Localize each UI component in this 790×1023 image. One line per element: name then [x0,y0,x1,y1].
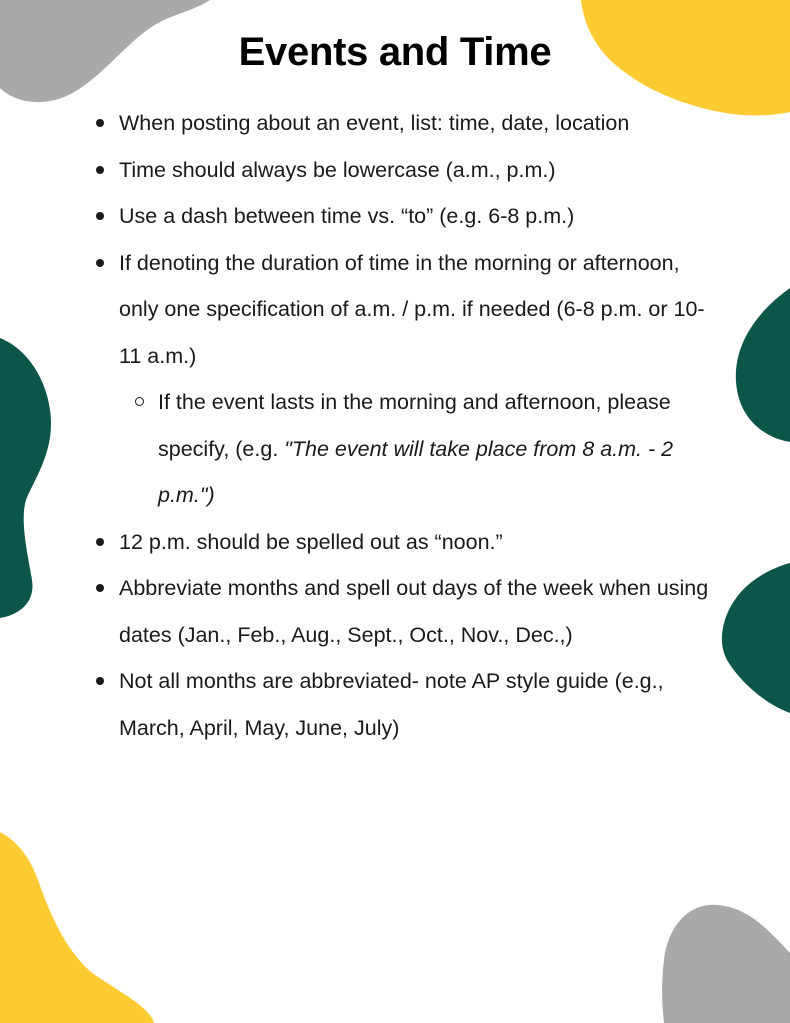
green-blob-right-upper [736,288,790,442]
list-item [94,147,724,194]
bullet-icon [96,166,104,174]
sub-list-item-text: If the event lasts in the morning and afternoon, please specify, (e.g. [158,390,671,461]
list-item-text: Abbreviate months and spell out days of the week when using dates (Jan., Feb., Aug., Sept., Oct., Nov., Dec.,) [119,576,709,647]
page-title: Events and Time [238,30,552,74]
guidelines-list [94,100,724,751]
list-item [94,100,724,147]
green-blob-left [0,338,51,618]
hollow-bullet-icon [135,397,144,406]
list-item [94,565,724,658]
list-item-text: Use a dash between time vs. “to” (e.g. 6-8 p.m.) [119,204,575,228]
green-blob-right-lower [722,563,790,713]
list-item-text: When posting about an event, list: time, date, location [119,111,630,135]
list-item-text: Not all months are abbreviated- note AP style guide (e.g., March, April, May, June, July) [119,669,664,740]
sub-list-item-example: "The event will take place from 8 a.m. - 2 p.m.") [158,436,674,507]
sub-list-item [94,379,724,519]
gray-blob-bottom-right [662,905,790,1023]
bullet-icon [96,677,104,685]
list-item-text: Time should always be lowercase (a.m., p.m.) [119,157,556,182]
list-item [94,193,724,240]
bullet-icon [96,259,104,267]
bullet-icon [96,212,104,220]
list-item [94,519,724,566]
bullet-icon [96,538,104,546]
list-item [94,240,724,380]
list-item [94,658,724,751]
list-item-text: 12 p.m. should be spelled out as “noon.” [119,529,503,554]
list-item-text: If denoting the duration of time in the morning or afternoon, only one specification of a.m. / p.m. if needed (6-8 p.m. or 10-11 a.m.) [119,250,705,368]
bullet-icon [96,119,104,127]
yellow-blob-bottom-left [0,832,154,1023]
bullet-icon [96,584,104,592]
